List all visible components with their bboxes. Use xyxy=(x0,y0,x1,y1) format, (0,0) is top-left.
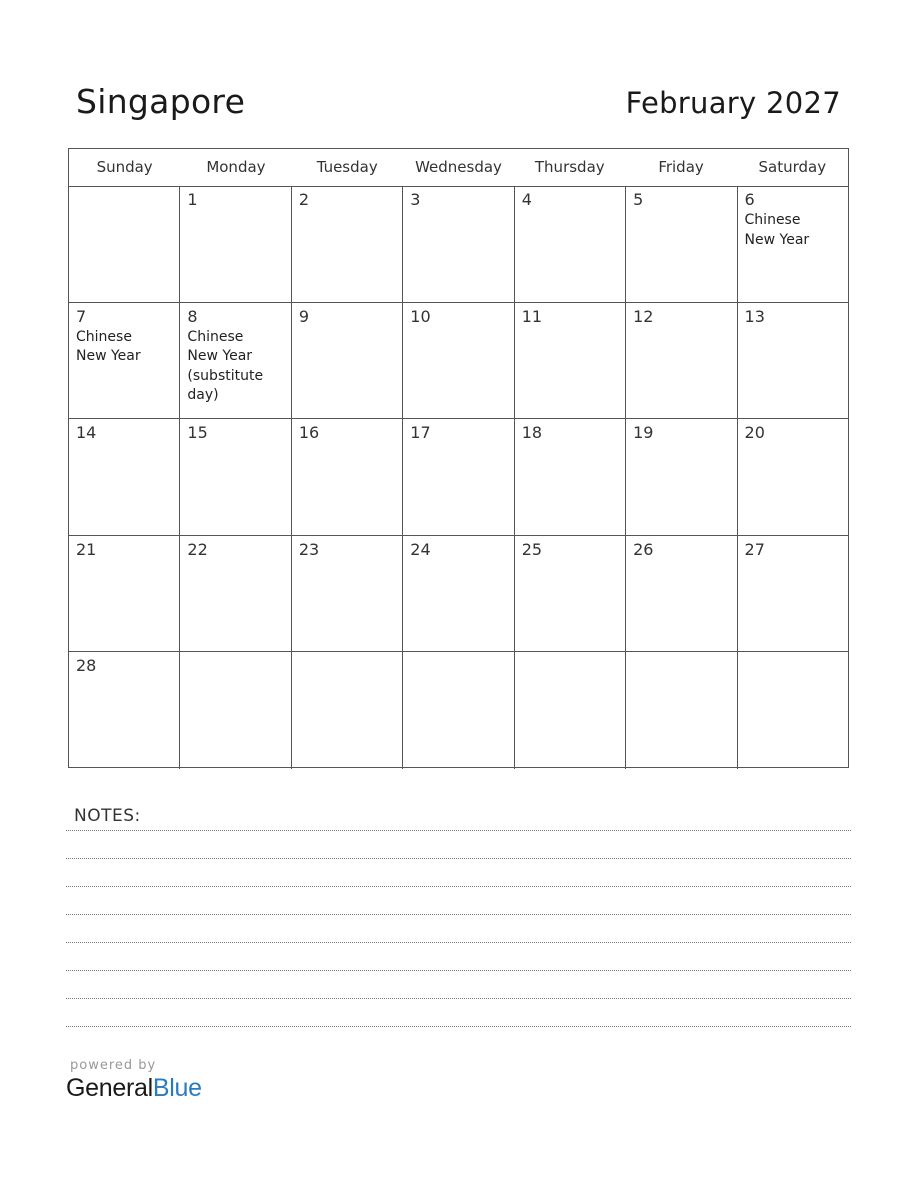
weekday-header-row xyxy=(69,149,848,187)
day-number: 21 xyxy=(76,539,97,559)
generalblue-logo xyxy=(66,1074,202,1103)
weekday-sunday: Sunday xyxy=(96,158,153,176)
holiday-label: Chinese xyxy=(187,328,244,345)
day-cell xyxy=(180,303,291,419)
holiday-label: Chinese xyxy=(744,212,801,228)
day-number: 3 xyxy=(410,190,421,209)
day-number: 10 xyxy=(410,306,431,326)
day-number: 4 xyxy=(521,190,532,209)
day-cell xyxy=(515,536,626,652)
day-number: 11 xyxy=(521,306,543,326)
day-cell xyxy=(626,419,737,535)
day-cell xyxy=(69,536,180,652)
day-number: 13 xyxy=(744,306,765,326)
week-row xyxy=(69,303,848,420)
day-number: 7 xyxy=(76,306,87,326)
day-number: 5 xyxy=(633,190,644,209)
note-line xyxy=(66,858,851,859)
day-cell xyxy=(180,536,291,652)
day-cell xyxy=(626,303,737,419)
day-cell xyxy=(292,536,403,652)
week-row xyxy=(69,186,848,303)
day-cell xyxy=(292,186,403,302)
day-cell xyxy=(292,303,403,419)
day-cell xyxy=(69,652,180,769)
day-number: 14 xyxy=(76,423,97,443)
weekday-tuesday: Tuesday xyxy=(316,158,378,176)
day-cell xyxy=(626,186,737,302)
day-number: 28 xyxy=(76,656,97,676)
weekday-thursday: Thursday xyxy=(534,158,605,176)
day-cell xyxy=(515,186,626,302)
day-number: 18 xyxy=(521,423,543,443)
holiday-label: Chinese xyxy=(76,328,132,345)
day-cell xyxy=(626,536,737,652)
note-line xyxy=(66,914,851,915)
brand-general-text: General xyxy=(66,1074,153,1102)
day-number: 2 xyxy=(298,190,310,209)
day-cell xyxy=(403,652,514,769)
day-number: 20 xyxy=(744,423,765,443)
holiday-label: day) xyxy=(187,387,219,404)
holiday-label: New Year xyxy=(187,348,253,365)
day-number: 6 xyxy=(744,190,755,209)
day-cell xyxy=(403,419,514,535)
weeks-container xyxy=(69,186,848,767)
day-cell xyxy=(403,186,514,302)
day-cell xyxy=(738,652,848,769)
note-line xyxy=(66,970,851,971)
day-cell xyxy=(738,303,848,419)
month-year-title: February 2027 xyxy=(625,86,841,120)
weekday-friday: Friday xyxy=(658,158,704,176)
day-cell xyxy=(515,419,626,535)
day-cell xyxy=(292,419,403,535)
powered-by-text: powered by xyxy=(70,1058,157,1073)
day-cell xyxy=(292,652,403,769)
calendar-grid xyxy=(68,148,849,768)
day-cell xyxy=(403,303,514,419)
day-cell xyxy=(180,419,291,535)
weekday-wednesday: Wednesday xyxy=(415,158,502,176)
holiday-label: (substitute xyxy=(187,367,264,384)
note-line xyxy=(66,1026,851,1027)
day-number: 15 xyxy=(187,423,208,443)
day-number: 1 xyxy=(187,190,198,209)
day-number: 8 xyxy=(187,306,198,326)
day-number: 23 xyxy=(298,539,320,559)
day-number: 25 xyxy=(521,539,543,559)
day-number: 9 xyxy=(298,306,310,326)
weekday-monday: Monday xyxy=(206,158,266,176)
day-number: 16 xyxy=(298,423,320,443)
day-number: 22 xyxy=(187,539,208,559)
note-line xyxy=(66,830,851,831)
day-cell xyxy=(738,536,848,652)
day-cell xyxy=(515,303,626,419)
day-cell xyxy=(403,536,514,652)
week-row xyxy=(69,419,848,536)
day-cell xyxy=(69,303,180,419)
week-row xyxy=(69,652,848,769)
day-number: 12 xyxy=(633,306,654,326)
brand-blue-text: Blue xyxy=(152,1074,202,1102)
week-row xyxy=(69,536,848,653)
country-title: Singapore xyxy=(76,82,246,121)
note-line xyxy=(66,886,851,887)
day-number: 27 xyxy=(744,539,765,559)
day-cell xyxy=(515,652,626,769)
day-cell xyxy=(738,419,848,535)
day-number: 19 xyxy=(633,423,654,443)
day-cell xyxy=(180,186,291,302)
holiday-label: New Year xyxy=(744,231,810,248)
note-line xyxy=(66,942,851,943)
day-number: 24 xyxy=(410,539,431,559)
day-cell xyxy=(180,652,291,769)
day-cell xyxy=(69,419,180,535)
day-cell xyxy=(738,186,848,302)
holiday-label: New Year xyxy=(76,348,141,365)
day-cell xyxy=(626,652,737,769)
note-line xyxy=(66,998,851,999)
weekday-saturday: Saturday xyxy=(758,158,827,176)
day-number: 17 xyxy=(410,423,431,443)
day-number: 26 xyxy=(633,539,654,559)
notes-label: NOTES: xyxy=(74,806,141,826)
day-cell xyxy=(69,186,180,302)
